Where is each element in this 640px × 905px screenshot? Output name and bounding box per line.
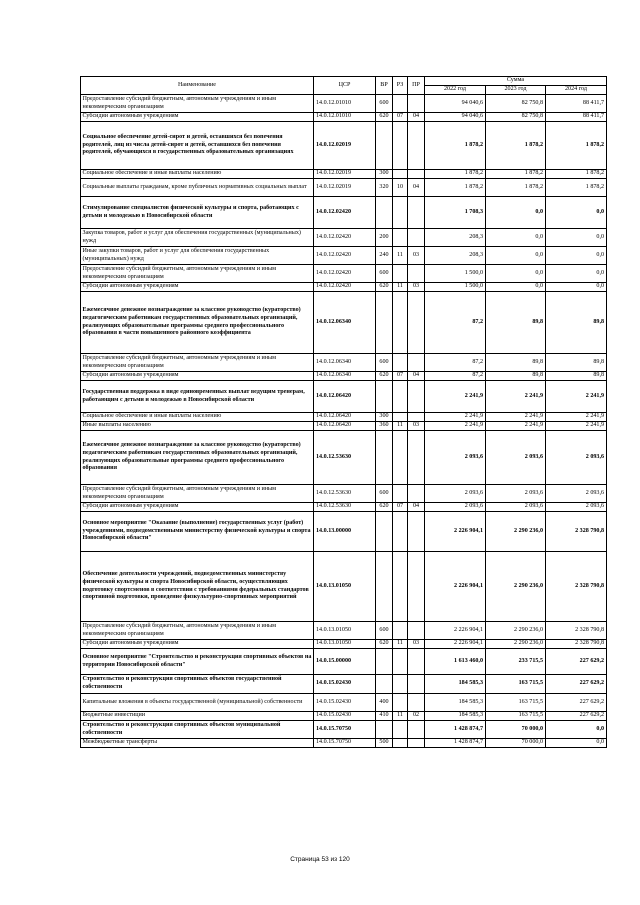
table-row	[81, 712, 607, 721]
row-pr: 03	[408, 640, 425, 649]
row-rz	[393, 292, 408, 354]
row-rz	[393, 485, 408, 503]
row-sum-2024: 0,0	[546, 265, 607, 283]
row-rz: 07	[393, 113, 408, 122]
table-row	[81, 413, 607, 422]
header-2024: 2024 год	[546, 86, 607, 95]
row-sum-2024: 0,0	[546, 739, 607, 748]
row-sum-2023: 2 093,6	[486, 485, 546, 503]
row-csr: 14.0.12.06420	[314, 381, 376, 413]
row-csr: 14.0.12.02019	[314, 170, 376, 179]
row-sum-2022: 2 093,6	[425, 431, 486, 485]
row-sum-2023: 1 878,2	[486, 122, 546, 170]
row-sum-2022: 1 428 874,7	[425, 739, 486, 748]
row-sum-2024: 0,0	[546, 247, 607, 265]
row-vr: 410	[376, 712, 393, 721]
row-sum-2022: 2 226 904,1	[425, 622, 486, 640]
row-sum-2024: 227 629,2	[546, 675, 607, 694]
row-name: Социальное обеспечение и иные выплаты населению	[81, 413, 314, 422]
row-sum-2022: 2 241,9	[425, 422, 486, 431]
row-sum-2022: 87,2	[425, 372, 486, 381]
row-sum-2023: 2 290 236,0	[486, 640, 546, 649]
row-pr: 04	[408, 503, 425, 512]
row-sum-2022: 184 585,3	[425, 694, 486, 712]
row-sum-2022: 2 226 904,1	[425, 640, 486, 649]
row-sum-2022: 87,2	[425, 354, 486, 372]
header-name: Наименование	[81, 77, 314, 95]
row-vr: 620	[376, 372, 393, 381]
row-rz: 11	[393, 283, 408, 292]
row-sum-2024: 1 878,2	[546, 170, 607, 179]
row-sum-2023: 2 241,9	[486, 381, 546, 413]
row-sum-2022: 1 708,3	[425, 197, 486, 229]
row-name: Субсидии автономным учреждениям	[81, 113, 314, 122]
row-name: Основное мероприятие "Строительство и реконструкция спортивных объектов на территории Новосибирской области"	[81, 649, 314, 675]
row-vr: 600	[376, 622, 393, 640]
table-row	[81, 649, 607, 675]
row-sum-2023: 2 241,9	[486, 422, 546, 431]
row-csr: 14.0.15.02430	[314, 712, 376, 721]
row-rz	[393, 197, 408, 229]
row-sum-2024: 227 629,2	[546, 649, 607, 675]
row-sum-2022: 208,3	[425, 229, 486, 247]
header-2023: 2023 год	[486, 86, 546, 95]
page-number: Страница 53 из 120	[290, 856, 350, 863]
row-sum-2024: 0,0	[546, 197, 607, 229]
row-sum-2023: 163 715,5	[486, 675, 546, 694]
header-vr: ВР	[376, 77, 393, 95]
row-pr	[408, 431, 425, 485]
row-sum-2024: 227 629,2	[546, 712, 607, 721]
row-csr: 14.0.12.53630	[314, 485, 376, 503]
row-sum-2023: 163 715,5	[486, 712, 546, 721]
row-csr: 14.0.12.06420	[314, 422, 376, 431]
row-name: Социальное обеспечение детей-сирот и детей, оставшихся без попечения родителей, лиц из числа детей-сирот и детей, оставшихся без попечения родителей, обучающихся в государственных образовательных организациях	[81, 122, 314, 170]
row-csr: 14.0.15.70750	[314, 739, 376, 748]
row-vr	[376, 649, 393, 675]
row-rz	[393, 122, 408, 170]
row-rz	[393, 721, 408, 739]
row-csr: 14.0.12.02420	[314, 197, 376, 229]
row-pr	[408, 229, 425, 247]
row-name: Капитальные вложения в объекты государственной (муниципальной) собственности	[81, 694, 314, 712]
table-row	[81, 739, 607, 748]
row-pr	[408, 485, 425, 503]
row-csr: 14.0.13.00000	[314, 512, 376, 552]
table-row	[81, 640, 607, 649]
row-vr: 320	[376, 179, 393, 197]
row-rz	[393, 649, 408, 675]
row-vr: 620	[376, 113, 393, 122]
row-rz	[393, 381, 408, 413]
row-rz: 11	[393, 640, 408, 649]
row-rz	[393, 170, 408, 179]
row-pr: 03	[408, 422, 425, 431]
row-sum-2024: 2 241,9	[546, 381, 607, 413]
row-pr	[408, 675, 425, 694]
row-sum-2023: 89,8	[486, 292, 546, 354]
row-name: Предоставление субсидий бюджетным, автономным учреждениям и иным некоммерческим организациям	[81, 95, 314, 113]
row-sum-2024: 88 411,7	[546, 95, 607, 113]
row-csr: 14.0.12.02420	[314, 229, 376, 247]
row-sum-2022: 1 878,2	[425, 170, 486, 179]
header-sum: Сумма	[425, 77, 607, 86]
row-sum-2023: 2 290 236,0	[486, 512, 546, 552]
budget-table	[80, 76, 607, 748]
row-sum-2023: 0,0	[486, 247, 546, 265]
row-sum-2022: 87,2	[425, 292, 486, 354]
row-name: Предоставление субсидий бюджетным, автономным учреждениям и иным некоммерческим организациям	[81, 622, 314, 640]
row-name: Государственная поддержка в виде единовременных выплат ведущим тренерам, работающим с детьми и молодежью в Новосибирской области	[81, 381, 314, 413]
row-sum-2022: 2 241,9	[425, 381, 486, 413]
row-sum-2024: 2 241,9	[546, 422, 607, 431]
row-pr	[408, 292, 425, 354]
row-rz	[393, 694, 408, 712]
row-pr	[408, 512, 425, 552]
table-row	[81, 247, 607, 265]
row-sum-2024: 89,8	[546, 354, 607, 372]
table-row	[81, 622, 607, 640]
row-rz	[393, 622, 408, 640]
row-sum-2024: 0,0	[546, 229, 607, 247]
table-row	[81, 197, 607, 229]
row-name: Субсидии автономным учреждениям	[81, 640, 314, 649]
row-sum-2023: 233 715,5	[486, 649, 546, 675]
table-row	[81, 552, 607, 622]
header-rz: РЗ	[393, 77, 408, 95]
row-csr: 14.0.12.53630	[314, 503, 376, 512]
row-sum-2024: 2 093,6	[546, 431, 607, 485]
row-rz	[393, 431, 408, 485]
table-row	[81, 292, 607, 354]
row-name: Стимулирование специалистов физической культуры и спорта, работающих с детьми и молодежью в Новосибирской области	[81, 197, 314, 229]
table-row	[81, 122, 607, 170]
header-row	[81, 77, 607, 86]
row-vr	[376, 197, 393, 229]
row-pr	[408, 739, 425, 748]
row-sum-2023: 89,8	[486, 354, 546, 372]
row-vr: 620	[376, 503, 393, 512]
row-sum-2022: 1 613 460,0	[425, 649, 486, 675]
row-vr	[376, 381, 393, 413]
row-vr: 300	[376, 170, 393, 179]
row-sum-2023: 0,0	[486, 229, 546, 247]
table-row	[81, 179, 607, 197]
table-row	[81, 694, 607, 712]
row-rz	[393, 229, 408, 247]
row-vr: 620	[376, 640, 393, 649]
row-sum-2024: 2 328 790,8	[546, 622, 607, 640]
row-csr: 14.0.12.02420	[314, 283, 376, 292]
row-rz	[393, 512, 408, 552]
row-vr: 600	[376, 265, 393, 283]
row-sum-2023: 0,0	[486, 283, 546, 292]
row-name: Социальное обеспечение и иные выплаты населению	[81, 170, 314, 179]
row-name: Субсидии автономным учреждениям	[81, 503, 314, 512]
table-row	[81, 113, 607, 122]
row-sum-2022: 2 226 904,1	[425, 512, 486, 552]
table-row	[81, 721, 607, 739]
table-row	[81, 354, 607, 372]
table-row	[81, 283, 607, 292]
row-sum-2022: 1 500,0	[425, 283, 486, 292]
row-sum-2024: 1 878,2	[546, 179, 607, 197]
row-csr: 14.0.12.01010	[314, 113, 376, 122]
row-pr	[408, 381, 425, 413]
row-pr	[408, 721, 425, 739]
row-pr	[408, 622, 425, 640]
row-rz	[393, 413, 408, 422]
row-sum-2023: 2 093,6	[486, 431, 546, 485]
row-name: Ежемесячное денежное вознаграждение за классное руководство (кураторство) педагогическим работникам государственных образовательных организаций, реализующих образовательные программы среднего профессионального образования в части повышенного районного коэффициента	[81, 292, 314, 354]
row-pr: 04	[408, 179, 425, 197]
row-name: Иные выплаты населению	[81, 422, 314, 431]
row-csr: 14.0.12.06340	[314, 372, 376, 381]
row-csr: 14.0.15.00000	[314, 649, 376, 675]
row-name: Предоставление субсидий бюджетным, автономным учреждениям и иным некоммерческим организациям	[81, 485, 314, 503]
row-sum-2023: 82 750,8	[486, 113, 546, 122]
row-csr: 14.0.13.01050	[314, 552, 376, 622]
row-pr	[408, 552, 425, 622]
row-sum-2022: 1 428 874,7	[425, 721, 486, 739]
row-vr	[376, 552, 393, 622]
row-pr	[408, 95, 425, 113]
row-csr: 14.0.13.01050	[314, 622, 376, 640]
row-pr: 03	[408, 283, 425, 292]
row-csr: 14.0.12.02019	[314, 122, 376, 170]
row-csr: 14.0.12.02420	[314, 247, 376, 265]
row-vr	[376, 122, 393, 170]
row-rz	[393, 354, 408, 372]
row-sum-2023: 2 241,9	[486, 413, 546, 422]
row-sum-2023: 0,0	[486, 197, 546, 229]
row-sum-2023: 82 750,8	[486, 95, 546, 113]
row-name: Обеспечение деятельности учреждений, подведомственных министерству физической культуры и спорта Новосибирской области, осуществляющих подготовку спортсменов в соответствии с требованиями федеральных стандартов спортивной подготовки, проведение физкультурно-спортивных мероприятий	[81, 552, 314, 622]
row-vr: 400	[376, 694, 393, 712]
row-sum-2022: 94 040,6	[425, 113, 486, 122]
row-sum-2022: 1 878,2	[425, 179, 486, 197]
row-name: Бюджетные инвестиции	[81, 712, 314, 721]
row-rz: 11	[393, 247, 408, 265]
row-sum-2022: 184 585,3	[425, 675, 486, 694]
row-pr	[408, 170, 425, 179]
row-sum-2023: 70 000,0	[486, 739, 546, 748]
row-sum-2023: 70 000,0	[486, 721, 546, 739]
header-pr: ПР	[408, 77, 425, 95]
row-sum-2022: 208,3	[425, 247, 486, 265]
table-row	[81, 422, 607, 431]
table-row	[81, 431, 607, 485]
row-sum-2024: 1 878,2	[546, 122, 607, 170]
row-vr	[376, 292, 393, 354]
row-rz	[393, 265, 408, 283]
row-sum-2024: 2 093,6	[546, 485, 607, 503]
row-pr	[408, 413, 425, 422]
row-name: Ежемесячное денежное вознаграждение за классное руководство (кураторство) педагогическим работникам государственных образовательных организаций, реализующих образовательные программы среднего профессионального образования	[81, 431, 314, 485]
table-row	[81, 229, 607, 247]
row-sum-2023: 1 878,2	[486, 170, 546, 179]
row-rz	[393, 95, 408, 113]
row-sum-2023: 2 290 236,0	[486, 622, 546, 640]
row-vr	[376, 721, 393, 739]
row-sum-2022: 184 585,3	[425, 712, 486, 721]
row-sum-2022: 2 093,6	[425, 485, 486, 503]
row-vr: 300	[376, 413, 393, 422]
row-rz: 07	[393, 503, 408, 512]
row-sum-2024: 227 629,2	[546, 694, 607, 712]
row-sum-2023: 1 878,2	[486, 179, 546, 197]
row-sum-2024: 0,0	[546, 283, 607, 292]
row-csr: 14.0.15.02430	[314, 675, 376, 694]
row-pr: 03	[408, 247, 425, 265]
row-pr	[408, 265, 425, 283]
table-row	[81, 503, 607, 512]
row-sum-2022: 2 241,9	[425, 413, 486, 422]
row-name: Предоставление субсидий бюджетным, автономным учреждениям и иным некоммерческим организациям	[81, 354, 314, 372]
row-vr	[376, 431, 393, 485]
table-row	[81, 512, 607, 552]
row-name: Предоставление субсидий бюджетным, автономным учреждениям и иным некоммерческим организациям	[81, 265, 314, 283]
row-sum-2023: 89,8	[486, 372, 546, 381]
row-name: Строительство и реконструкция спортивных объектов государственной собственности	[81, 675, 314, 694]
row-vr: 500	[376, 739, 393, 748]
table-row	[81, 170, 607, 179]
row-sum-2024: 88 411,7	[546, 113, 607, 122]
row-name: Строительство и реконструкция спортивных объектов муниципальной собственности	[81, 721, 314, 739]
row-vr: 360	[376, 422, 393, 431]
table-row	[81, 485, 607, 503]
row-pr: 02	[408, 712, 425, 721]
row-name: Субсидии автономным учреждениям	[81, 372, 314, 381]
row-csr: 14.0.12.06420	[314, 413, 376, 422]
row-sum-2023: 2 290 236,0	[486, 552, 546, 622]
row-vr: 200	[376, 229, 393, 247]
header-csr: ЦСР	[314, 77, 376, 95]
row-vr: 600	[376, 354, 393, 372]
row-pr	[408, 197, 425, 229]
row-rz: 10	[393, 179, 408, 197]
row-sum-2024: 2 328 790,8	[546, 552, 607, 622]
row-csr: 14.0.13.01050	[314, 640, 376, 649]
row-rz: 07	[393, 372, 408, 381]
row-pr	[408, 694, 425, 712]
row-sum-2024: 89,8	[546, 372, 607, 381]
row-sum-2023: 0,0	[486, 265, 546, 283]
row-sum-2022: 2 226 904,1	[425, 552, 486, 622]
table-row	[81, 372, 607, 381]
row-sum-2023: 163 715,5	[486, 694, 546, 712]
row-sum-2022: 1 500,0	[425, 265, 486, 283]
row-vr	[376, 675, 393, 694]
row-sum-2024: 0,0	[546, 721, 607, 739]
row-sum-2024: 2 328 790,8	[546, 640, 607, 649]
row-name: Субсидии автономным учреждениям	[81, 283, 314, 292]
row-sum-2024: 2 241,9	[546, 413, 607, 422]
row-sum-2024: 2 093,6	[546, 503, 607, 512]
table-body	[81, 95, 607, 748]
row-sum-2024: 89,8	[546, 292, 607, 354]
row-rz	[393, 675, 408, 694]
row-pr: 04	[408, 113, 425, 122]
row-csr: 14.0.12.06340	[314, 354, 376, 372]
header-2022: 2022 год	[425, 86, 486, 95]
row-pr	[408, 122, 425, 170]
row-name: Социальные выплаты гражданам, кроме публичных нормативных социальных выплат	[81, 179, 314, 197]
row-sum-2024: 2 328 790,8	[546, 512, 607, 552]
row-pr: 04	[408, 372, 425, 381]
row-vr: 620	[376, 283, 393, 292]
table-row	[81, 381, 607, 413]
row-name: Закупка товаров, работ и услуг для обеспечения государственных (муниципальных) нужд	[81, 229, 314, 247]
row-sum-2022: 2 093,6	[425, 503, 486, 512]
row-sum-2022: 1 878,2	[425, 122, 486, 170]
table-row	[81, 675, 607, 694]
row-vr: 600	[376, 485, 393, 503]
row-name: Межбюджетные трансферты	[81, 739, 314, 748]
row-pr	[408, 649, 425, 675]
row-sum-2022: 94 040,6	[425, 95, 486, 113]
row-vr	[376, 512, 393, 552]
row-csr: 14.0.15.02430	[314, 694, 376, 712]
row-vr: 600	[376, 95, 393, 113]
row-csr: 14.0.12.01010	[314, 95, 376, 113]
table-row	[81, 265, 607, 283]
row-rz: 11	[393, 712, 408, 721]
row-csr: 14.0.12.02420	[314, 265, 376, 283]
row-vr: 240	[376, 247, 393, 265]
row-sum-2023: 2 093,6	[486, 503, 546, 512]
row-csr: 14.0.15.70750	[314, 721, 376, 739]
row-csr: 14.0.12.53630	[314, 431, 376, 485]
row-rz	[393, 739, 408, 748]
table-row	[81, 95, 607, 113]
row-csr: 14.0.12.06340	[314, 292, 376, 354]
row-name: Иные закупки товаров, работ и услуг для обеспечения государственных (муниципальных) нужд	[81, 247, 314, 265]
row-rz: 11	[393, 422, 408, 431]
row-name: Основное мероприятие "Оказание (выполнение) государственных услуг (работ) учреждениями, подведомственными министерству физической культуры и спорта Новосибирской области"	[81, 512, 314, 552]
row-csr: 14.0.12.02019	[314, 179, 376, 197]
row-rz	[393, 552, 408, 622]
row-pr	[408, 354, 425, 372]
